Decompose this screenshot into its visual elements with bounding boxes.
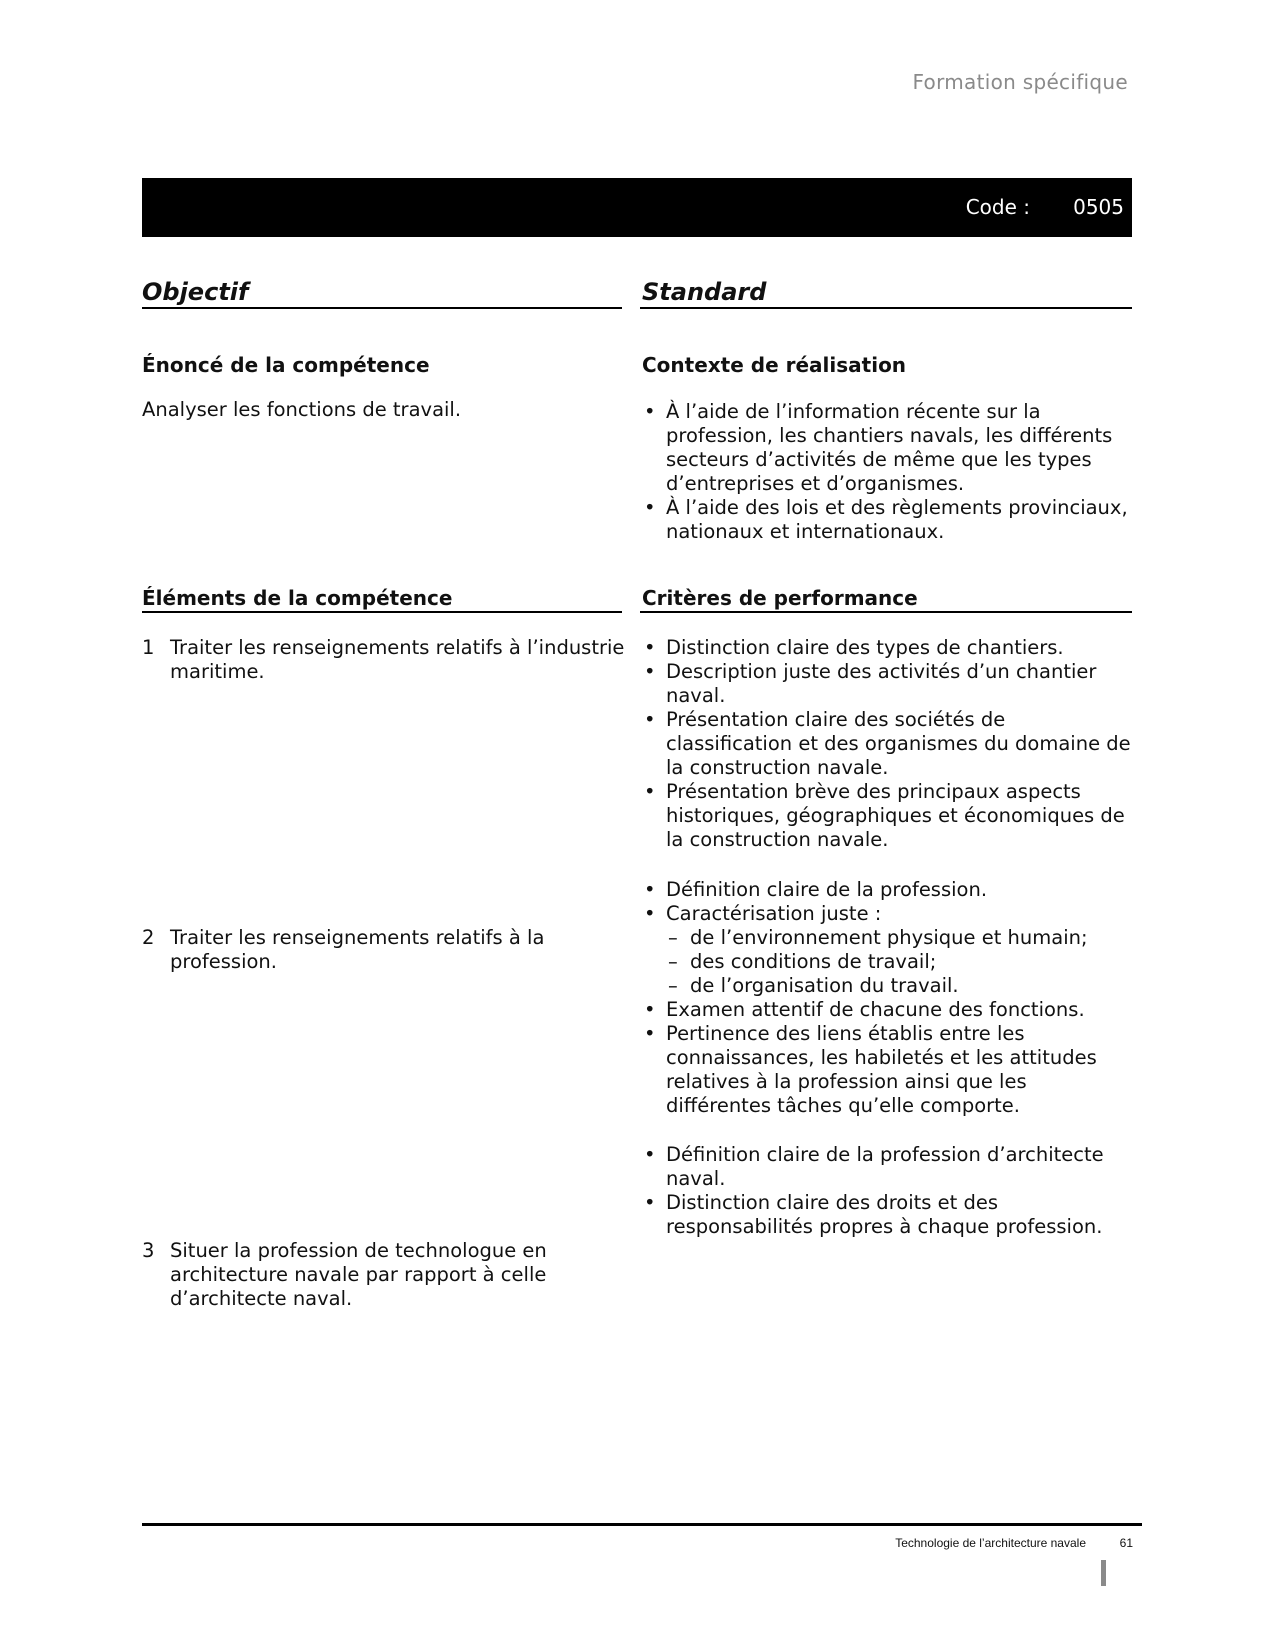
element-number: 2 bbox=[142, 926, 155, 949]
element-item bbox=[142, 1239, 590, 1311]
objectif-heading: Objectif bbox=[142, 278, 249, 306]
critere-item: • Présentation brève des principaux aspects historiques, géographiques et économiques de la construction navale. bbox=[642, 780, 1132, 852]
criteres-group-2 bbox=[642, 878, 1132, 1118]
element-item bbox=[142, 926, 570, 974]
critere-item bbox=[642, 902, 1132, 998]
section-label: Formation spécifique bbox=[912, 70, 1128, 94]
code-label: Code : bbox=[965, 195, 1030, 219]
caracterisation-label: Caractérisation juste : bbox=[666, 902, 882, 925]
critere-item: • Pertinence des liens établis entre les connaissances, les habiletés et les attitudes relatives à la profession ainsi que les différentes tâches qu’elle comporte. bbox=[642, 1022, 1132, 1118]
standard-heading: Standard bbox=[642, 278, 767, 306]
elements-heading: Éléments de la compétence bbox=[142, 586, 453, 610]
contexte-list bbox=[642, 400, 1132, 544]
code-bar bbox=[142, 178, 1132, 237]
sub-item: – de l’organisation du travail. bbox=[666, 974, 1132, 998]
criteres-group-3 bbox=[642, 1143, 1132, 1239]
sub-item: – des conditions de travail; bbox=[666, 950, 1132, 974]
margin-mark bbox=[1101, 1560, 1106, 1586]
footer-title: Technologie de l’architecture navale bbox=[895, 1536, 1086, 1550]
critere-item: • Présentation claire des sociétés de classification et des organismes du domaine de la construction navale. bbox=[642, 708, 1132, 780]
enonce-text: Analyser les fonctions de travail. bbox=[142, 398, 462, 421]
objectif-rule bbox=[142, 307, 622, 309]
contexte-item: • À l’aide de l’information récente sur la profession, les chantiers navals, les différents secteurs d’activités de même que les types d’entreprises et d’organismes. bbox=[642, 400, 1132, 496]
critere-item: • Distinction claire des types de chantiers. bbox=[642, 636, 1132, 660]
critere-item: • Examen attentif de chacune des fonctions. bbox=[642, 998, 1132, 1022]
critere-item: • Définition claire de la profession d’architecte naval. bbox=[642, 1143, 1132, 1191]
element-text: Traiter les renseignements relatifs à la profession. bbox=[170, 926, 545, 973]
element-item bbox=[142, 636, 630, 684]
caracterisation-sublist bbox=[666, 926, 1132, 998]
critere-item: • Définition claire de la profession. bbox=[642, 878, 1132, 902]
element-number: 1 bbox=[142, 636, 155, 659]
critere-item: • Description juste des activités d’un chantier naval. bbox=[642, 660, 1132, 708]
standard-rule bbox=[640, 307, 1132, 309]
enonce-heading: Énoncé de la compétence bbox=[142, 353, 430, 377]
code-value: 0505 bbox=[1073, 195, 1124, 219]
elements-rule bbox=[142, 611, 622, 613]
sub-item: – de l’environnement physique et humain; bbox=[666, 926, 1132, 950]
criteres-group-1 bbox=[642, 636, 1132, 852]
contexte-heading: Contexte de réalisation bbox=[642, 353, 907, 377]
criteres-heading: Critères de performance bbox=[642, 586, 918, 610]
element-text: Traiter les renseignements relatifs à l’industrie maritime. bbox=[170, 636, 625, 683]
contexte-item: • À l’aide des lois et des règlements provinciaux, nationaux et internationaux. bbox=[642, 496, 1132, 544]
element-text: Situer la profession de technologue en architecture navale par rapport à celle d’architecte naval. bbox=[170, 1239, 547, 1310]
page-number: 61 bbox=[1119, 1536, 1133, 1550]
footer-rule bbox=[142, 1523, 1142, 1526]
criteres-rule bbox=[640, 611, 1132, 613]
critere-item: • Distinction claire des droits et des responsabilités propres à chaque profession. bbox=[642, 1191, 1132, 1239]
element-number: 3 bbox=[142, 1239, 155, 1262]
